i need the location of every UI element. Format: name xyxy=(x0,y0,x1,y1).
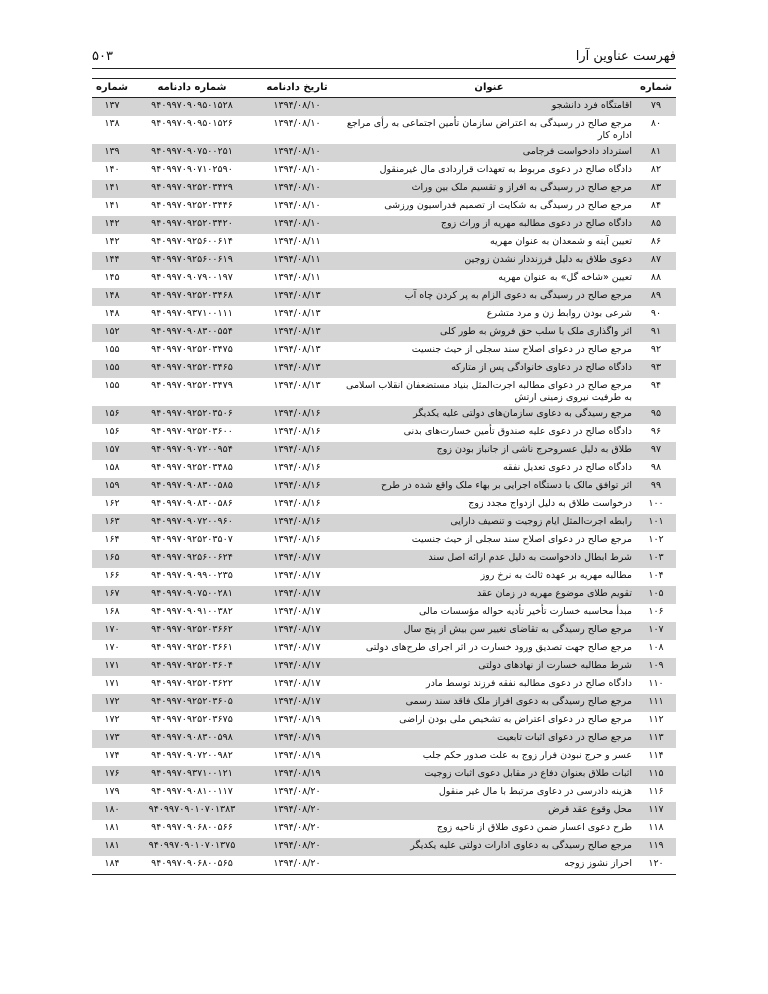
row-number: ۱۱۸ xyxy=(648,822,664,833)
row-verdict-number: ۹۴۰۹۹۷۰۹۲۵۲۰۳۶۷۵ xyxy=(151,714,233,725)
row-verdict-number: ۹۴۰۹۹۷۰۹۰۶۸۰۰۵۶۵ xyxy=(132,856,252,875)
table-row xyxy=(92,622,676,640)
row-number: ۹۰ xyxy=(650,308,662,319)
table-row xyxy=(92,216,676,234)
row-date: ۱۳۹۴/۰۸/۱۳ xyxy=(252,288,342,306)
row-title: مرجع صالح در دعوای اصلاح سند سجلی از حیث جنسیت xyxy=(411,344,632,355)
row-date: ۱۳۹۴/۰۸/۱۷ xyxy=(252,694,342,712)
verdict-index-table xyxy=(92,78,676,875)
table-row xyxy=(92,586,676,604)
row-title: محل وقوع عقد قرض xyxy=(342,802,636,820)
row-number: ۸۵ xyxy=(636,216,676,234)
row-verdict-number: ۹۴۰۹۹۷۰۹۲۵۲۰۳۶۰۰ xyxy=(151,426,233,437)
row-date: ۱۳۹۴/۰۸/۲۰ xyxy=(273,786,321,797)
row-date: ۱۳۹۴/۰۸/۱۱ xyxy=(273,272,321,283)
table-body xyxy=(92,98,676,875)
row-verdict-number: ۹۴۰۹۹۷۰۹۰۸۳۰۰۵۵۴ xyxy=(132,324,252,342)
row-date: ۱۳۹۴/۰۸/۱۷ xyxy=(252,586,342,604)
row-verdict-number: ۹۴۰۹۹۷۰۹۲۵۲۰۳۴۶۵ xyxy=(132,360,252,378)
row-title: تعیین «شاخه گل» به عنوان مهریه xyxy=(498,272,632,283)
row-date: ۱۳۹۴/۰۸/۱۳ xyxy=(252,360,342,378)
table-row xyxy=(92,676,676,694)
row-number: ۱۰۱ xyxy=(636,514,676,532)
col-header-title: عنوان xyxy=(342,79,636,98)
table-row xyxy=(92,98,676,117)
table-row xyxy=(92,180,676,198)
table-row xyxy=(92,342,676,360)
row-title: رابطه اجرت‌المثل ایام زوجیت و تنصیف دارایی xyxy=(342,514,636,532)
row-page: ۱۶۶ xyxy=(104,570,120,581)
row-title: شرعی بودن روابط زن و مرد متشرع xyxy=(486,308,632,319)
table-row xyxy=(92,162,676,180)
table-row xyxy=(92,116,676,144)
row-date: ۱۳۹۴/۰۸/۱۶ xyxy=(273,462,321,473)
table-row xyxy=(92,730,676,748)
row-date: ۱۳۹۴/۰۸/۱۷ xyxy=(252,550,342,568)
row-number: ۹۴ xyxy=(650,380,662,391)
table-row xyxy=(92,694,676,712)
row-number: ۹۸ xyxy=(650,462,662,473)
row-title: دادگاه صالح در دعوی مطالبه مهریه از وراث زوج xyxy=(342,216,636,234)
row-title: تعیین آینه و شمعدان به عنوان مهریه xyxy=(489,236,632,247)
row-verdict-number: ۹۴۰۹۹۷۰۹۲۵۲۰۳۵۰۷ xyxy=(151,534,233,545)
row-title: مرجع صالح جهت تصدیق ورود خسارت در اثر اجرای طرح‌های دولتی xyxy=(365,642,632,653)
row-page: ۱۴۸ xyxy=(104,308,120,319)
row-number: ۹۹ xyxy=(636,478,676,496)
row-number: ۷۹ xyxy=(636,98,676,117)
table-row xyxy=(92,640,676,658)
row-number: ۸۱ xyxy=(636,144,676,162)
row-verdict-number: ۹۴۰۹۹۷۰۹۰۷۲۰۰۹۶۰ xyxy=(132,514,252,532)
row-title: هزینه دادرسی در دعاوی مرتبط با مال غیر منقول xyxy=(438,786,632,797)
row-page: ۱۷۲ xyxy=(104,714,120,725)
table-row xyxy=(92,406,676,424)
row-verdict-number: ۹۴۰۹۹۷۰۹۰۹۹۰۰۲۳۵ xyxy=(151,570,233,581)
row-date: ۱۳۹۴/۰۸/۱۹ xyxy=(252,766,342,784)
table-row xyxy=(92,324,676,342)
row-title: مرجع صالح در رسیدگی به دعوی الزام به پر کردن چاه آب xyxy=(342,288,636,306)
row-verdict-number: ۹۴۰۹۹۷۰۹۲۵۲۰۳۴۶۸ xyxy=(132,288,252,306)
row-page: ۱۷۰ xyxy=(92,622,132,640)
row-title: دعوی طلاق به دلیل فرزنددار نشدن زوجین xyxy=(342,252,636,270)
row-date: ۱۳۹۴/۰۸/۲۰ xyxy=(252,802,342,820)
row-date: ۱۳۹۴/۰۸/۱۶ xyxy=(273,534,321,545)
row-verdict-number: ۹۴۰۹۹۷۰۹۲۵۲۰۳۴۲۹ xyxy=(132,180,252,198)
row-verdict-number: ۹۴۰۹۹۷۰۹۰۶۸۰۰۵۶۶ xyxy=(151,822,233,833)
table-row xyxy=(92,144,676,162)
row-page: ۱۶۲ xyxy=(104,498,120,509)
row-date: ۱۳۹۴/۰۸/۲۰ xyxy=(273,822,321,833)
table-row xyxy=(92,478,676,496)
row-title: مرجع صالح در دعوای اصلاح سند سجلی از حیث جنسیت xyxy=(411,534,632,545)
row-date: ۱۳۹۴/۰۸/۱۶ xyxy=(252,406,342,424)
row-verdict-number: ۹۴۰۹۹۷۰۹۲۵۲۰۳۴۴۶ xyxy=(151,200,233,211)
row-date: ۱۳۹۴/۰۸/۱۰ xyxy=(252,180,342,198)
row-title: مرجع صالح در دعوای اعتراض به تشخیص ملی بودن اراضی xyxy=(399,714,632,725)
row-page: ۱۴۴ xyxy=(92,252,132,270)
row-title: طلاق به دلیل عسروحرج ناشی از جانباز بودن زوج xyxy=(342,442,636,460)
page-number: ۵۰۳ xyxy=(92,48,113,64)
row-verdict-number: ۹۴۰۹۹۷۰۹۰۱۰۷۰۱۳۸۳ xyxy=(132,802,252,820)
row-number: ۸۹ xyxy=(636,288,676,306)
row-number: ۸۸ xyxy=(650,272,662,283)
row-title: دادگاه صالح در دعوی علیه صندوق تأمین خسارت‌های بدنی xyxy=(403,426,632,437)
row-date: ۱۳۹۴/۰۸/۱۱ xyxy=(273,236,321,247)
row-date: ۱۳۹۴/۰۸/۱۷ xyxy=(273,606,321,617)
table-row xyxy=(92,658,676,676)
row-number: ۱۱۵ xyxy=(636,766,676,784)
row-verdict-number: ۹۴۰۹۹۷۰۹۲۵۲۰۳۶۲۲ xyxy=(151,678,233,689)
row-date: ۱۳۹۴/۰۸/۱۶ xyxy=(273,426,321,437)
row-number: ۱۰۷ xyxy=(636,622,676,640)
table-row xyxy=(92,748,676,766)
row-title: شرط ابطال دادخواست به دلیل عدم ارائه اصل سند xyxy=(342,550,636,568)
row-title: عسر و حرج نبودن فرار زوج به علت صدور حکم جلب xyxy=(422,750,632,761)
table-row xyxy=(92,306,676,324)
table-row xyxy=(92,820,676,838)
row-date: ۱۳۹۴/۰۸/۱۳ xyxy=(273,380,321,391)
table-row xyxy=(92,252,676,270)
row-page: ۱۴۱ xyxy=(92,180,132,198)
row-date: ۱۳۹۴/۰۸/۱۰ xyxy=(273,118,321,129)
row-verdict-number: ۹۴۰۹۹۷۰۹۰۷۵۰۰۲۵۱ xyxy=(132,144,252,162)
row-page: ۱۵۷ xyxy=(92,442,132,460)
table-row xyxy=(92,360,676,378)
row-page: ۱۷۴ xyxy=(104,750,120,761)
row-number: ۸۴ xyxy=(650,200,662,211)
row-title: درخواست طلاق به دلیل ازدواج مجدد زوج xyxy=(468,498,632,509)
row-date: ۱۳۹۴/۰۸/۲۰ xyxy=(252,856,342,875)
row-verdict-number: ۹۴۰۹۹۷۰۹۰۸۱۰۰۱۱۷ xyxy=(151,786,233,797)
row-verdict-number: ۹۴۰۹۹۷۰۹۲۵۲۰۳۶۰۴ xyxy=(132,658,252,676)
row-date: ۱۳۹۴/۰۸/۱۰ xyxy=(273,200,321,211)
row-number: ۸۷ xyxy=(636,252,676,270)
row-number: ۱۰۹ xyxy=(636,658,676,676)
row-page: ۱۷۹ xyxy=(104,786,120,797)
row-number: ۱۱۹ xyxy=(636,838,676,856)
row-number: ۱۱۷ xyxy=(636,802,676,820)
row-verdict-number: ۹۴۰۹۹۷۰۹۰۹۵۰۱۵۲۸ xyxy=(132,98,252,117)
row-page: ۱۶۵ xyxy=(92,550,132,568)
header-title: فهرست عناوین آرا xyxy=(575,48,676,64)
table-row xyxy=(92,712,676,730)
row-verdict-number: ۹۴۰۹۹۷۰۹۰۷۵۰۰۲۸۱ xyxy=(132,586,252,604)
row-number: ۸۰ xyxy=(650,118,662,129)
row-title: مرجع صالح رسیدگی به دعاوی ادارات دولتی علیه یکدیگر xyxy=(342,838,636,856)
row-number: ۱۱۳ xyxy=(636,730,676,748)
row-verdict-number: ۹۴۰۹۹۷۰۹۲۵۲۰۳۵۰۶ xyxy=(132,406,252,424)
col-header-date: تاریخ دادنامه xyxy=(252,79,342,98)
row-title: تقویم طلای موضوع مهریه در زمان عقد xyxy=(342,586,636,604)
row-verdict-number: ۹۴۰۹۹۷۰۹۰۸۳۰۰۵۹۸ xyxy=(132,730,252,748)
row-date: ۱۳۹۴/۰۸/۱۳ xyxy=(273,308,321,319)
row-verdict-number: ۹۴۰۹۹۷۰۹۲۵۶۰۰۶۱۴ xyxy=(151,236,233,247)
row-title: اثر توافق مالک با دستگاه اجرایی بر بهاء ملک واقع شده در طرح xyxy=(342,478,636,496)
row-title: مبدأ محاسبه خسارت تأخیر تأدیه حواله مؤسسات مالی xyxy=(418,606,632,617)
row-date: ۱۳۹۴/۰۸/۱۷ xyxy=(273,642,321,653)
row-number: ۱۰۸ xyxy=(648,642,664,653)
table-row xyxy=(92,532,676,550)
row-title: مرجع صالح در رسیدگی به اعتراض سازمان تأمین اجتماعی به رأی مراجع اداره کار xyxy=(346,118,632,141)
row-page: ۱۵۶ xyxy=(92,406,132,424)
row-page: ۱۳۸ xyxy=(104,118,120,129)
row-date: ۱۳۹۴/۰۸/۱۶ xyxy=(252,478,342,496)
row-date: ۱۳۹۴/۰۸/۱۰ xyxy=(252,216,342,234)
table-row xyxy=(92,856,676,875)
row-verdict-number: ۹۴۰۹۹۷۰۹۳۷۱۰۰۱۱۱ xyxy=(151,308,233,319)
row-number: ۱۰۶ xyxy=(648,606,664,617)
table-row xyxy=(92,288,676,306)
row-number: ۹۱ xyxy=(636,324,676,342)
row-date: ۱۳۹۴/۰۸/۱۰ xyxy=(273,164,321,175)
table-row xyxy=(92,802,676,820)
page-header xyxy=(92,44,676,69)
table-row xyxy=(92,766,676,784)
row-number: ۱۰۰ xyxy=(648,498,664,509)
row-title: احراز نشوز زوجه xyxy=(342,856,636,875)
row-date: ۱۳۹۴/۰۸/۱۶ xyxy=(252,514,342,532)
row-page: ۱۶۴ xyxy=(104,534,120,545)
table-row xyxy=(92,550,676,568)
row-title: طرح دعوی اعسار ضمن دعوی طلاق از ناحیه زوج xyxy=(436,822,632,833)
row-page: ۱۷۶ xyxy=(92,766,132,784)
row-date: ۱۳۹۴/۰۸/۱۷ xyxy=(252,658,342,676)
row-page: ۱۵۶ xyxy=(104,426,120,437)
row-title: مرجع صالح در رسیدگی به شکایت از تصمیم فدراسیون ورزشی xyxy=(384,200,632,211)
row-number: ۱۱۲ xyxy=(648,714,664,725)
col-header-verdict-number: شماره دادنامه xyxy=(132,79,252,98)
row-page: ۱۸۱ xyxy=(104,822,120,833)
row-date: ۱۳۹۴/۰۸/۱۳ xyxy=(273,344,321,355)
table-row xyxy=(92,270,676,288)
row-date: ۱۳۹۴/۰۸/۱۰ xyxy=(252,98,342,117)
row-number: ۸۳ xyxy=(636,180,676,198)
row-verdict-number: ۹۴۰۹۹۷۰۹۲۵۶۰۰۶۲۴ xyxy=(132,550,252,568)
row-page: ۱۵۸ xyxy=(104,462,120,473)
row-title: اثر واگذاری ملک با سلب حق فروش به طور کلی xyxy=(342,324,636,342)
row-page: ۱۷۱ xyxy=(92,658,132,676)
row-verdict-number: ۹۴۰۹۹۷۰۹۰۷۲۰۰۹۸۲ xyxy=(151,750,233,761)
row-number: ۱۱۴ xyxy=(648,750,664,761)
row-title: مرجع صالح رسیدگی به دعوی افراز ملک فاقد سند رسمی xyxy=(342,694,636,712)
row-verdict-number: ۹۴۰۹۹۷۰۹۲۵۲۰۳۶۶۱ xyxy=(151,642,233,653)
row-verdict-number: ۹۴۰۹۹۷۰۹۲۵۲۰۳۴۸۵ xyxy=(151,462,233,473)
table-header-row xyxy=(92,79,676,98)
row-number: ۹۳ xyxy=(636,360,676,378)
row-page: ۱۴۰ xyxy=(104,164,120,175)
row-page: ۱۶۷ xyxy=(92,586,132,604)
table-row xyxy=(92,234,676,252)
row-date: ۱۳۹۴/۰۸/۱۷ xyxy=(273,678,321,689)
row-page: ۱۵۹ xyxy=(92,478,132,496)
row-number: ۱۲۰ xyxy=(636,856,676,875)
row-page: ۱۸۱ xyxy=(92,838,132,856)
row-page: ۱۴۲ xyxy=(104,236,120,247)
row-title: مرجع رسیدگی به دعاوی سازمان‌های دولتی علیه یکدیگر xyxy=(342,406,636,424)
row-verdict-number: ۹۴۰۹۹۷۰۹۰۷۹۰۰۱۹۷ xyxy=(151,272,233,283)
row-page: ۱۷۱ xyxy=(104,678,120,689)
row-verdict-number: ۹۴۰۹۹۷۰۹۲۵۲۰۳۶۶۲ xyxy=(132,622,252,640)
row-verdict-number: ۹۴۰۹۹۷۰۹۳۷۱۰۰۱۲۱ xyxy=(132,766,252,784)
row-page: ۱۷۳ xyxy=(92,730,132,748)
col-header-number: شماره xyxy=(636,79,676,98)
row-date: ۱۳۹۴/۰۸/۱۹ xyxy=(273,714,321,725)
row-verdict-number: ۹۴۰۹۹۷۰۹۲۵۶۰۰۶۱۹ xyxy=(132,252,252,270)
row-title: دادگاه صالح در دعوی مربوط به تعهدات قراردادی مال غیرمنقول xyxy=(379,164,632,175)
row-number: ۱۰۵ xyxy=(636,586,676,604)
table-row xyxy=(92,442,676,460)
row-date: ۱۳۹۴/۰۸/۱۱ xyxy=(252,252,342,270)
row-verdict-number: ۹۴۰۹۹۷۰۹۰۸۳۰۰۵۸۶ xyxy=(151,498,233,509)
row-verdict-number: ۹۴۰۹۹۷۰۹۰۹۵۰۱۵۲۶ xyxy=(151,118,233,129)
row-verdict-number: ۹۴۰۹۹۷۰۹۰۷۱۰۲۵۹۰ xyxy=(151,164,233,175)
row-page: ۱۳۹ xyxy=(92,144,132,162)
row-number: ۱۰۴ xyxy=(648,570,664,581)
row-page: ۱۸۴ xyxy=(92,856,132,875)
table-row xyxy=(92,424,676,442)
row-page: ۱۸۰ xyxy=(92,802,132,820)
row-page: ۱۴۵ xyxy=(104,272,120,283)
row-date: ۱۳۹۴/۰۸/۱۹ xyxy=(252,730,342,748)
row-page: ۱۶۸ xyxy=(104,606,120,617)
row-verdict-number: ۹۴۰۹۹۷۰۹۰۷۲۰۰۹۵۴ xyxy=(132,442,252,460)
row-title: دادگاه صالح در دعوی مطالبه نفقه فرزند توسط مادر xyxy=(425,678,632,689)
row-title: اقامتگاه فرد دانشجو xyxy=(342,98,636,117)
row-verdict-number: ۹۴۰۹۹۷۰۹۰۱۰۷۰۱۳۷۵ xyxy=(132,838,252,856)
row-page: ۱۷۲ xyxy=(92,694,132,712)
row-title: دادگاه صالح در دعوی تعدیل نفقه xyxy=(502,462,632,473)
row-page: ۱۴۱ xyxy=(104,200,120,211)
row-page: ۱۳۷ xyxy=(92,98,132,117)
row-verdict-number: ۹۴۰۹۹۷۰۹۲۵۲۰۳۴۷۵ xyxy=(151,344,233,355)
row-page: ۱۴۲ xyxy=(92,216,132,234)
row-date: ۱۳۹۴/۰۸/۱۷ xyxy=(252,622,342,640)
row-number: ۹۲ xyxy=(650,344,662,355)
row-date: ۱۳۹۴/۰۸/۱۷ xyxy=(273,570,321,581)
row-title: مطالبه مهریه بر عهده ثالث به نرخ روز xyxy=(480,570,632,581)
row-number: ۱۰۳ xyxy=(636,550,676,568)
row-page: ۱۴۸ xyxy=(92,288,132,306)
table-row xyxy=(92,784,676,802)
row-number: ۱۱۱ xyxy=(636,694,676,712)
row-title: مرجع صالح در دعوای مطالبه اجرت‌المثل بنیاد مستضعفان انقلاب اسلامی به طرفیت نیروی زمینی ارتش xyxy=(346,380,632,403)
row-number: ۸۲ xyxy=(650,164,662,175)
table-row xyxy=(92,198,676,216)
row-date: ۱۳۹۴/۰۸/۱۹ xyxy=(273,750,321,761)
row-verdict-number: ۹۴۰۹۹۷۰۹۰۸۳۰۰۵۸۵ xyxy=(132,478,252,496)
row-verdict-number: ۹۴۰۹۹۷۰۹۰۹۱۰۰۳۸۲ xyxy=(151,606,233,617)
col-header-page: شماره xyxy=(92,79,132,98)
row-title: دادگاه صالح در دعاوی خانوادگی پس از متارکه xyxy=(342,360,636,378)
row-page: ۱۵۵ xyxy=(104,380,120,391)
row-page: ۱۵۵ xyxy=(92,360,132,378)
row-number: ۹۵ xyxy=(636,406,676,424)
row-title: استرداد دادخواست فرجامی xyxy=(342,144,636,162)
table-row xyxy=(92,838,676,856)
row-date: ۱۳۹۴/۰۸/۱۳ xyxy=(252,324,342,342)
row-date: ۱۳۹۴/۰۸/۱۶ xyxy=(273,498,321,509)
row-number: ۱۱۶ xyxy=(648,786,664,797)
row-date: ۱۳۹۴/۰۸/۱۶ xyxy=(252,442,342,460)
row-title: مرجع صالح رسیدگی به تقاضای تغییر سن بیش از پنج سال xyxy=(342,622,636,640)
row-number: ۱۰۲ xyxy=(648,534,664,545)
row-page: ۱۵۲ xyxy=(92,324,132,342)
table-row xyxy=(92,378,676,406)
table-row xyxy=(92,514,676,532)
table-row xyxy=(92,604,676,622)
row-date: ۱۳۹۴/۰۸/۱۰ xyxy=(252,144,342,162)
row-page: ۱۷۰ xyxy=(104,642,120,653)
row-title: شرط مطالبه خسارت از نهادهای دولتی xyxy=(342,658,636,676)
row-date: ۱۳۹۴/۰۸/۲۰ xyxy=(252,838,342,856)
row-verdict-number: ۹۴۰۹۹۷۰۹۲۵۲۰۳۴۲۰ xyxy=(132,216,252,234)
row-number: ۹۶ xyxy=(650,426,662,437)
row-verdict-number: ۹۴۰۹۹۷۰۹۲۵۲۰۳۴۷۹ xyxy=(151,380,233,391)
table-row xyxy=(92,460,676,478)
table-row xyxy=(92,496,676,514)
row-title: مرجع صالح در دعوای اثبات تابعیت xyxy=(342,730,636,748)
row-number: ۸۶ xyxy=(650,236,662,247)
table-row xyxy=(92,568,676,586)
row-title: اثبات طلاق بعنوان دفاع در مقابل دعوی اثبات زوجیت xyxy=(342,766,636,784)
row-page: ۱۵۵ xyxy=(104,344,120,355)
row-page: ۱۶۳ xyxy=(92,514,132,532)
row-number: ۹۷ xyxy=(636,442,676,460)
row-title: مرجع صالح در رسیدگی به افراز و تقسیم ملک بین وراث xyxy=(342,180,636,198)
row-number: ۱۱۰ xyxy=(648,678,664,689)
row-verdict-number: ۹۴۰۹۹۷۰۹۲۵۲۰۳۶۰۵ xyxy=(132,694,252,712)
